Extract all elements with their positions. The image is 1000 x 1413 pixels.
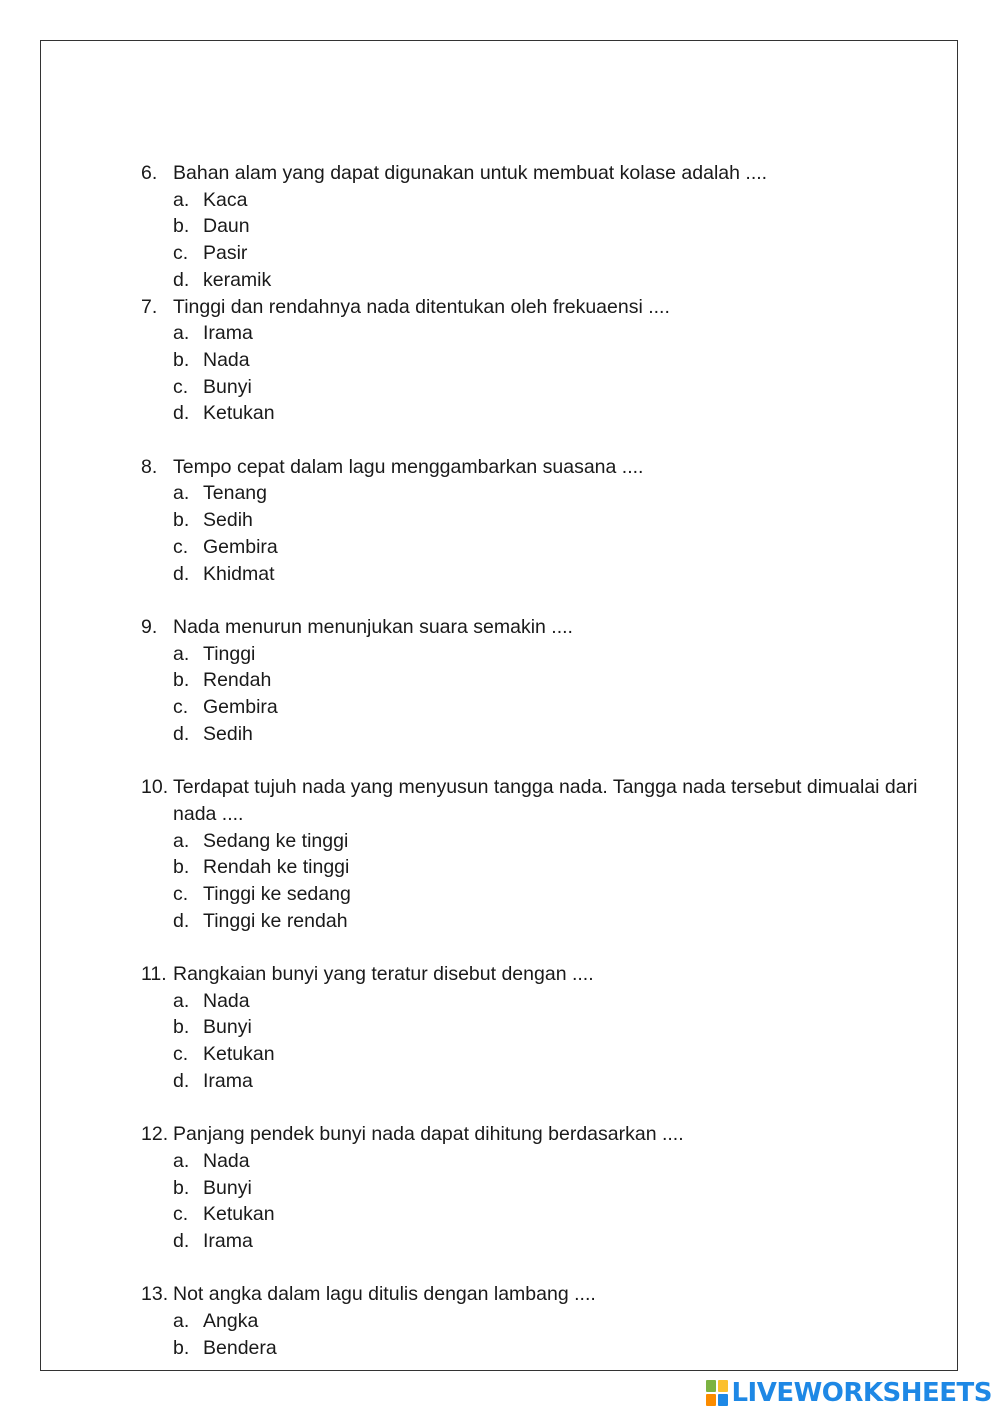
option-text: Nada bbox=[203, 1149, 250, 1172]
answer-option[interactable] bbox=[141, 267, 961, 294]
question-item bbox=[141, 1281, 961, 1361]
option-text: Nada bbox=[203, 989, 250, 1012]
option-letter: c. bbox=[173, 1203, 189, 1226]
logo-text: LIVEWORKSHEETS bbox=[731, 1378, 992, 1408]
question-text: Tinggi dan rendahnya nada ditentukan oleh frekuaensi .... bbox=[173, 295, 670, 318]
question-number: 7. bbox=[141, 295, 158, 318]
option-text: Tinggi bbox=[203, 642, 256, 665]
answer-option[interactable] bbox=[141, 1228, 961, 1255]
option-letter: c. bbox=[173, 535, 189, 558]
answer-option[interactable] bbox=[141, 1014, 961, 1041]
option-text: Gembira bbox=[203, 535, 278, 558]
option-text: Sedih bbox=[203, 722, 253, 745]
option-letter: a. bbox=[173, 829, 190, 852]
answer-option[interactable] bbox=[141, 480, 961, 507]
option-letter: b. bbox=[173, 215, 190, 238]
option-letter: c. bbox=[173, 242, 189, 265]
question-text: Terdapat tujuh nada yang menyusun tangga nada. Tangga nada tersebut dimualai dari nada .... bbox=[173, 776, 918, 825]
answer-option[interactable] bbox=[141, 641, 961, 668]
option-text: Tinggi ke sedang bbox=[203, 882, 351, 905]
question-text: Bahan alam yang dapat digunakan untuk membuat kolase adalah .... bbox=[173, 162, 768, 184]
option-letter: a. bbox=[173, 1310, 190, 1333]
option-letter: b. bbox=[173, 1336, 190, 1359]
option-text: Gembira bbox=[203, 696, 278, 719]
option-text: Khidmat bbox=[203, 562, 275, 585]
option-letter: d. bbox=[173, 1230, 190, 1253]
option-text: Tenang bbox=[203, 482, 267, 505]
option-letter: c. bbox=[173, 696, 189, 719]
answer-option[interactable] bbox=[141, 908, 961, 935]
option-text: Bunyi bbox=[203, 1016, 252, 1039]
answer-option[interactable] bbox=[141, 507, 961, 534]
option-text: Angka bbox=[203, 1310, 259, 1333]
option-letter: d. bbox=[173, 268, 190, 291]
option-letter: c. bbox=[173, 375, 189, 398]
answer-option[interactable] bbox=[141, 187, 961, 214]
option-text: Nada bbox=[203, 348, 250, 371]
answer-option[interactable] bbox=[141, 854, 961, 881]
option-letter: d. bbox=[173, 1069, 190, 1092]
option-letter: a. bbox=[173, 989, 190, 1012]
option-text: Irama bbox=[203, 1069, 253, 1092]
answer-option[interactable] bbox=[141, 721, 961, 748]
worksheet-page bbox=[40, 40, 958, 1371]
answer-option[interactable] bbox=[141, 1148, 961, 1175]
question-number: 9. bbox=[141, 615, 158, 638]
answer-option[interactable] bbox=[141, 1068, 961, 1095]
answer-option[interactable] bbox=[141, 400, 961, 427]
option-letter: c. bbox=[173, 882, 189, 905]
answer-option[interactable] bbox=[141, 240, 961, 267]
option-text: Rendah ke tinggi bbox=[203, 856, 350, 879]
question-item bbox=[141, 961, 961, 1095]
option-text: Kaca bbox=[203, 188, 248, 211]
question-number: 6. bbox=[141, 162, 158, 184]
question-item bbox=[141, 774, 961, 934]
option-text: Rendah bbox=[203, 669, 272, 692]
option-text: Pasir bbox=[203, 242, 248, 265]
option-letter: d. bbox=[173, 722, 190, 745]
option-letter: b. bbox=[173, 348, 190, 371]
question-number: 13. bbox=[141, 1283, 169, 1306]
answer-option[interactable] bbox=[141, 881, 961, 908]
answer-option[interactable] bbox=[141, 534, 961, 561]
option-letter: b. bbox=[173, 1016, 190, 1039]
answer-option[interactable] bbox=[141, 828, 961, 855]
answer-option[interactable] bbox=[141, 1175, 961, 1202]
option-letter: a. bbox=[173, 1149, 190, 1172]
option-letter: d. bbox=[173, 402, 190, 425]
option-text: Irama bbox=[203, 322, 253, 345]
answer-option[interactable] bbox=[141, 374, 961, 401]
option-text: Ketukan bbox=[203, 1043, 275, 1066]
question-item bbox=[141, 294, 961, 428]
answer-option[interactable] bbox=[141, 694, 961, 721]
answer-option[interactable] bbox=[141, 667, 961, 694]
question-text: Rangkaian bunyi yang teratur disebut dengan .... bbox=[173, 963, 594, 986]
question-text: Not angka dalam lagu ditulis dengan lambang .... bbox=[173, 1283, 596, 1306]
question-number: 10. bbox=[141, 776, 169, 799]
option-letter: b. bbox=[173, 856, 190, 879]
question-text: Nada menurun menunjukan suara semakin .... bbox=[173, 615, 573, 638]
option-letter: d. bbox=[173, 909, 190, 932]
option-text: Sedang ke tinggi bbox=[203, 829, 349, 852]
answer-option[interactable] bbox=[141, 213, 961, 240]
answer-option[interactable] bbox=[141, 561, 961, 588]
question-list bbox=[141, 160, 961, 1362]
question-text: Tempo cepat dalam lagu menggambarkan suasana .... bbox=[173, 455, 644, 478]
answer-option[interactable] bbox=[141, 1041, 961, 1068]
question-number: 11. bbox=[141, 963, 167, 986]
question-number: 8. bbox=[141, 455, 158, 478]
option-letter: b. bbox=[173, 669, 190, 692]
option-letter: d. bbox=[173, 562, 190, 585]
liveworksheets-logo[interactable] bbox=[706, 1376, 992, 1410]
option-letter: a. bbox=[173, 322, 190, 345]
option-text: keramik bbox=[203, 268, 272, 291]
option-letter: b. bbox=[173, 509, 190, 532]
option-letter: a. bbox=[173, 482, 190, 505]
answer-option[interactable] bbox=[141, 1335, 961, 1362]
option-text: Bunyi bbox=[203, 375, 252, 398]
option-text: Ketukan bbox=[203, 402, 275, 425]
option-text: Sedih bbox=[203, 509, 253, 532]
answer-option[interactable] bbox=[141, 347, 961, 374]
answer-option[interactable] bbox=[141, 1308, 961, 1335]
answer-option[interactable] bbox=[141, 1201, 961, 1228]
option-letter: b. bbox=[173, 1176, 190, 1199]
question-text: Panjang pendek bunyi nada dapat dihitung berdasarkan .... bbox=[173, 1123, 684, 1146]
option-text: Bendera bbox=[203, 1336, 277, 1359]
answer-option[interactable] bbox=[141, 320, 961, 347]
option-text: Ketukan bbox=[203, 1203, 275, 1226]
question-item bbox=[141, 614, 961, 748]
option-text: Irama bbox=[203, 1230, 253, 1253]
option-letter: c. bbox=[173, 1043, 189, 1066]
option-letter: a. bbox=[173, 188, 190, 211]
liveworksheets-logo-icon bbox=[706, 1380, 728, 1406]
option-text: Bunyi bbox=[203, 1176, 252, 1199]
question-item bbox=[141, 160, 961, 294]
option-text: Tinggi ke rendah bbox=[203, 909, 348, 932]
option-text: Daun bbox=[203, 215, 250, 238]
question-item bbox=[141, 454, 961, 588]
option-letter: a. bbox=[173, 642, 190, 665]
question-number: 12. bbox=[141, 1123, 169, 1146]
question-item bbox=[141, 1121, 961, 1255]
answer-option[interactable] bbox=[141, 988, 961, 1015]
